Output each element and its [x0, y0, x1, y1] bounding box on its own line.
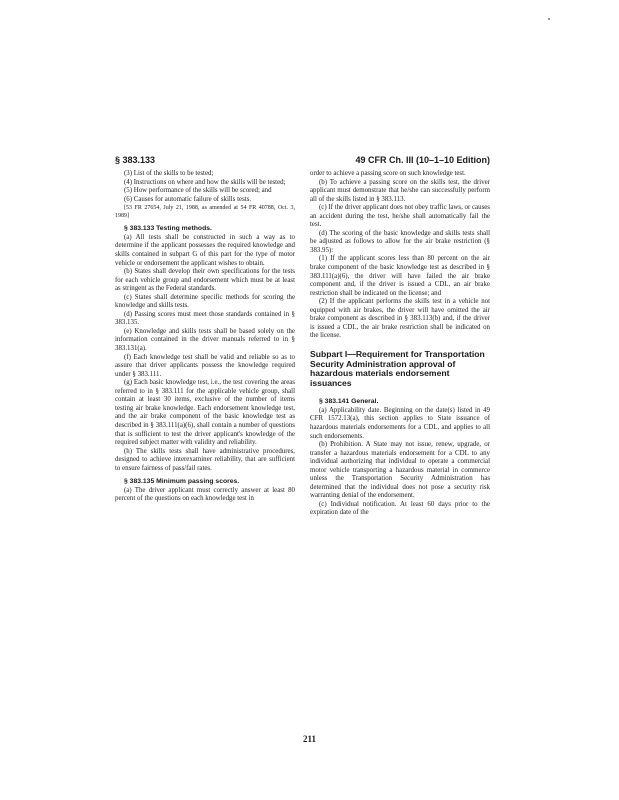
header-publication: 49 CFR Ch. III (10–1–10 Edition) [355, 155, 490, 165]
paragraph: (4) Instructions on where and how the skills will be tested; [124, 178, 286, 186]
paragraph: (h) The skills tests shall have administrative procedures, designed to achieve interexaminer reliability, that are sufficient to ensure fairness of pass/fail rates. [115, 447, 295, 472]
paragraph: (2) If the applicant performs the skills test in a vehicle not equipped with air brakes, the driver will have omitted the air brake component as described in § 383.113(b) and, if the driver is issued a CDL, the air brake restriction shall be indicated on the license. [310, 298, 490, 340]
section-heading [310, 398, 490, 407]
paragraph: (1) If the applicant scores less than 80 percent on the air brake component of the basic knowledge test as described in § 383.111(a)(6), the driver will have failed the air brake component and, if the driver is issued a CDL, an air brake restriction shall be indicated on the license; and [310, 255, 490, 297]
section-heading-text: § 383.135 Minimum passing scores. [124, 478, 240, 486]
paragraph: (a) The driver applicant must correctly answer at least 80 percent of the questions on each knowledge test in [115, 486, 295, 503]
right-column [310, 170, 490, 518]
section-heading [115, 478, 295, 487]
citation: [53 FR 27654, July 21, 1988, as amended at 54 FR 40788, Oct. 3, 1989] [115, 205, 295, 219]
paragraph: (b) States shall develop their own specifications for the tests for each vehicle group and endorsement which must be at least as stringent as the Federal standards. [115, 268, 295, 293]
section-heading [115, 225, 295, 234]
page-number: 211 [302, 734, 316, 744]
paragraph: (c) If the driver applicant does not obey traffic laws, or causes an accident during the test, he/she shall automatically fail the test. [310, 204, 490, 229]
paragraph: (c) States shall determine specific methods for scoring the knowledge and skills tests. [115, 293, 295, 310]
paragraph: (d) The scoring of the basic knowledge and skills tests shall be adjusted as follows to allow for the air brake restriction (§ 383.95): [310, 229, 490, 254]
paragraph: (g) Each basic knowledge test, i.e., the test covering the areas referred to in § 383.111 for the applicable vehicle group, shall contain at least 30 items, exclusive of the number of items testing air brake knowledge. Each endorsement knowledge test, and the air brake component of the basic knowledge test as described in § 383.111(a)(6), shall contain a number of questions that is sufficient to test the driver applicant's knowledge of the required subject matter with validity and reliability. [115, 379, 295, 447]
header-section-number: § 383.133 [115, 155, 156, 165]
section-heading-text: § 383.133 Testing methods. [124, 225, 212, 233]
paragraph: (3) List of the skills to be tested; [124, 170, 214, 177]
paragraph: (e) Knowledge and skills tests shall be based solely on the information contained in the driver manuals referred to in § 383.131(a). [115, 327, 295, 353]
running-header [115, 155, 490, 169]
paragraph: (a) All tests shall be constructed in such a way as to determine if the applicant possesses the required knowledge and skills contained in subpart G of this part for the type of motor vehicle or endorsement the applicant wishes to obtain. [115, 233, 295, 267]
paragraph: (5) How performance of the skills will be scored; and [124, 187, 272, 195]
paragraph: (b) To achieve a passing score on the skills test, the driver applicant must demonstrate that he/she can successfully perform all of the skills listed in § 383.113. [310, 178, 490, 203]
section-heading-text: § 383.141 General. [319, 398, 379, 406]
paragraph: (b) Prohibition. A State may not issue, renew, upgrade, or transfer a hazardous materials endorsement for a CDL to any individual authorizing that individual to operate a commercial motor vehicle transporting a hazardous material in commerce unless the Transportation Security Administration has determined that the individual does not pose a security risk warranting denial of the endorsement. [310, 441, 490, 500]
paragraph: (a) Applicability date. Beginning on the date(s) listed in 49 CFR 1572.13(a), this section applies to State issuance of hazardous materials endorsements for a CDL, and applies to all such endorsements. [310, 406, 490, 440]
paragraph: (c) Individual notification. At least 60 days prior to the expiration date of the [310, 500, 490, 517]
left-column [115, 170, 295, 504]
paragraph: (6) Causes for automatic failure of skills tests. [124, 195, 252, 203]
paragraph: (f) Each knowledge test shall be valid and reliable so as to assure that driver applicants possess the knowledge required under § 383.111. [115, 353, 295, 378]
subpart-heading: Subpart I—Requirement for Transportation Security Administration approval of hazardous materials endorsement issuances [310, 348, 485, 388]
scan-speck [548, 18, 550, 20]
paragraph: order to achieve a passing score on such knowledge test. [310, 170, 466, 177]
paragraph: (d) Passing scores must meet those standards contained in § 383.135. [115, 310, 295, 327]
